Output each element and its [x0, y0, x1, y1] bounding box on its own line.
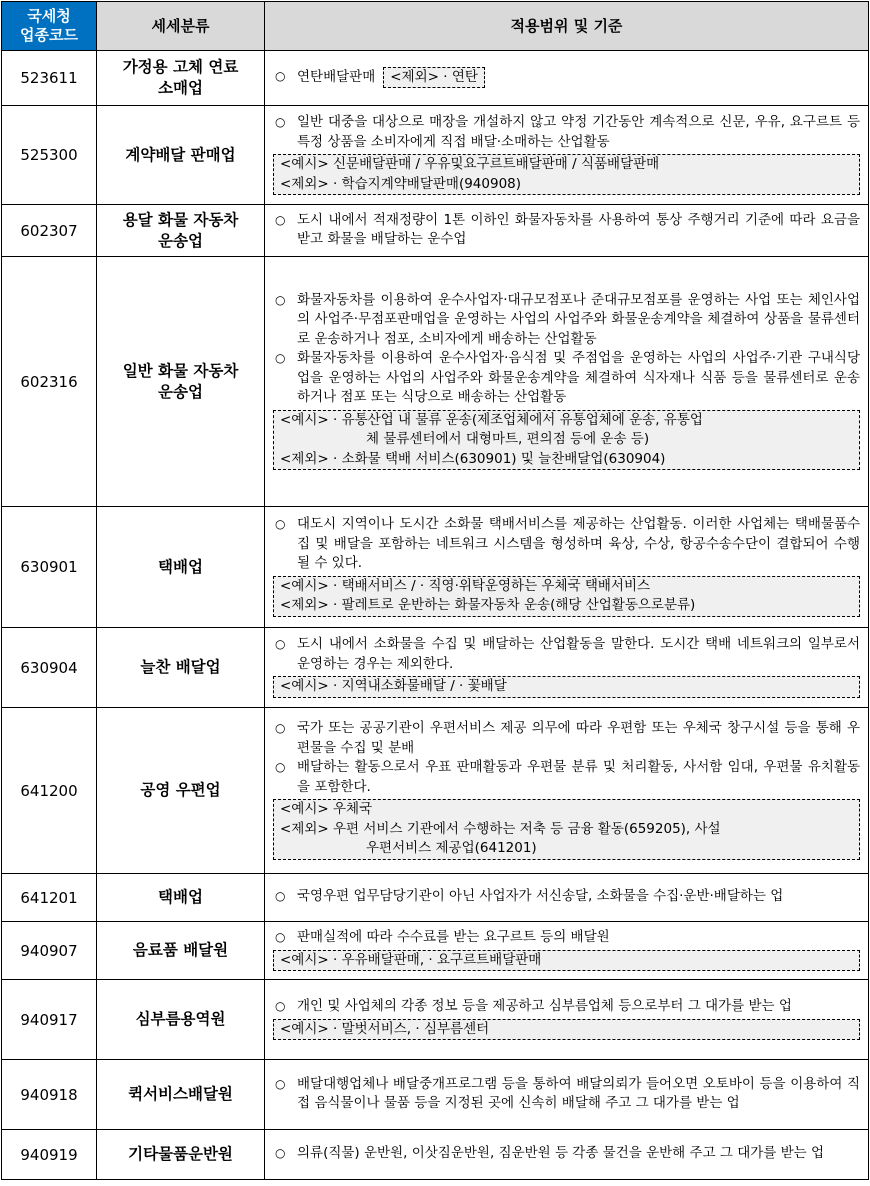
table-row [2, 922, 869, 980]
example-box: <예시> · 말벗서비스, · 심부름센터 [273, 1019, 860, 1041]
row-name: 늘찬 배달업 [97, 628, 265, 708]
row-name: 심부름용역원 [97, 980, 265, 1060]
row-code: 602316 [2, 257, 97, 507]
table-row [2, 628, 869, 708]
table-row [2, 1130, 869, 1180]
row-name: 용달 화물 자동차 운송업 [97, 205, 265, 257]
row-code: 523611 [2, 51, 97, 106]
classification-table [1, 1, 869, 1180]
table-row [2, 205, 869, 257]
row-description: ○ 연탄배달판매 <제외> · 연탄 [265, 51, 869, 106]
table-row [2, 257, 869, 507]
row-description: ○ 화물자동차를 이용하여 운수사업자·대규모점포나 준대규모점포를 운영하는 사업 또는 체인사업의 사업주·무점포판매업을 운영하는 사업의 사업주와 화물운송계약을 체결하여 상품을 물류센터로 운송하거나 점포, 소비자에게 배송하는 산업활동 ○ 화물자동차를 이용하여 운수사업자·음식점 및 주점업을 운영하는 사업의 사업주·기관 구내식당업을 운영하는 사업의 사업주와 화물운송계약을 체결하여 식자재나 식품 등을 물류센터로 운송하거나 점포 또는 식당으로 배송하는 산업활동 <예시> · 유통산업 내 물류 운송(제조업체에서 유통업체에 운송, 유통업 체 물류센터에서 대형마트, 편의점 등에 운송 등) <제외> · 소화물 택배 서비스(630901) 및 늘찬배달업(630904) [265, 257, 869, 507]
row-name: 택배업 [97, 507, 265, 628]
example-box: <예시> · 지역내소화물배달 / · 꽃배달 [273, 676, 860, 698]
row-description: ○ 일반 대중을 대상으로 매장을 개설하지 않고 약정 기간동안 계속적으로 신문, 우유, 요구르트 등 특정 상품을 소비자에게 직접 배달·소매하는 산업활동 <예시> 신문배달판매 / 우유및요구르트배달판매 / 식품배달판매 <제외> · 학습지계약배달판매(940908) [265, 106, 869, 205]
example-box: <예시> · 우유배달판매, · 요구르트배달판매 [273, 950, 860, 972]
header-scope: 적용범위 및 기준 [265, 2, 869, 51]
row-code: 641201 [2, 874, 97, 922]
row-code: 602307 [2, 205, 97, 257]
table-row [2, 874, 869, 922]
table-row [2, 980, 869, 1060]
row-name: 택배업 [97, 874, 265, 922]
table-row [2, 51, 869, 106]
row-name: 퀵서비스배달원 [97, 1060, 265, 1130]
row-description: ○ 국영우편 업무담당기관이 아닌 사업자가 서신송달, 소화물을 수집·운반·배달하는 업 [265, 874, 869, 922]
row-name: 계약배달 판매업 [97, 106, 265, 205]
row-code: 940918 [2, 1060, 97, 1130]
row-description: ○ 도시 내에서 적재정량이 1톤 이하인 화물자동차를 사용하여 통상 주행거리 기준에 따라 요금을 받고 화물을 배달하는 운수업 [265, 205, 869, 257]
table-row [2, 507, 869, 628]
row-code: 630904 [2, 628, 97, 708]
row-description: ○ 개인 및 사업체의 각종 정보 등을 제공하고 심부름업체 등으로부터 그 대가를 받는 업 <예시> · 말벗서비스, · 심부름센터 [265, 980, 869, 1060]
row-name: 가정용 고체 연료 소매업 [97, 51, 265, 106]
example-box: <예시> · 유통산업 내 물류 운송(제조업체에서 유통업체에 운송, 유통업 체 물류센터에서 대형마트, 편의점 등에 운송 등) <제외> · 소화물 택배 서비스(630901) 및 늘찬배달업(630904) [273, 410, 860, 471]
header-code: 국세청 업종코드 [2, 2, 97, 51]
row-description: ○ 도시 내에서 소화물을 수집 및 배달하는 산업활동을 말한다. 도시간 택배 네트워크의 일부로서 운영하는 경우는 제외한다. <예시> · 지역내소화물배달 / · 꽃배달 [265, 628, 869, 708]
row-name: 일반 화물 자동차 운송업 [97, 257, 265, 507]
row-code: 641200 [2, 708, 97, 874]
row-code: 940907 [2, 922, 97, 980]
row-description: ○ 국가 또는 공공기관이 우편서비스 제공 의무에 따라 우편함 또는 우체국 창구시설 등을 통해 우편물을 수집 및 분배 ○ 배달하는 활동으로서 우표 판매활동과 우편물 분류 및 처리활동, 사서함 임대, 우편물 유치활동을 포함한다. <예시> 우체국 <제외> 우편 서비스 기관에서 수행하는 저축 등 금융 활동(659205), 사설 우편서비스 제공업(641201) [265, 708, 869, 874]
table-row [2, 708, 869, 874]
row-name: 음료품 배달원 [97, 922, 265, 980]
row-description: ○ 배달대행업체나 배달중개프로그램 등을 통하여 배달의뢰가 들어오면 오토바이 등을 이용하여 직접 음식물이나 물품 등을 지정된 곳에 신속히 배달해 주고 그 대가를 받는 업 [265, 1060, 869, 1130]
table-row [2, 1060, 869, 1130]
row-code: 940919 [2, 1130, 97, 1180]
row-code: 940917 [2, 980, 97, 1060]
row-name: 공영 우편업 [97, 708, 265, 874]
row-description: ○ 의류(직물) 운반원, 이삿짐운반원, 짐운반원 등 각종 물건을 운반해 주고 그 대가를 받는 업 [265, 1130, 869, 1180]
row-description: ○ 대도시 지역이나 도시간 소화물 택배서비스를 제공하는 산업활동. 이러한 사업체는 택배물품수집 및 배달을 포함하는 네트워크 시스템을 형성하며 육상, 수상, 항공수송수단이 결합되어 수행될 수 있다. <예시> · 택배서비스 / · 직영·위탁운영하는 우체국 택배서비스 <제외> · 팔레트로 운반하는 화물자동차 운송(해당 산업활동으로분류) [265, 507, 869, 628]
header-category: 세세분류 [97, 2, 265, 51]
row-code: 630901 [2, 507, 97, 628]
example-box: <예시> · 택배서비스 / · 직영·위탁운영하는 우체국 택배서비스 <제외> · 팔레트로 운반하는 화물자동차 운송(해당 산업활동으로분류) [273, 576, 860, 617]
example-box: <예시> 신문배달판매 / 우유및요구르트배달판매 / 식품배달판매 <제외> · 학습지계약배달판매(940908) [273, 154, 860, 195]
table-row [2, 106, 869, 205]
exclusion-box: <제외> · 연탄 [383, 67, 485, 89]
row-description: ○ 판매실적에 따라 수수료를 받는 요구르트 등의 배달원 <예시> · 우유배달판매, · 요구르트배달판매 [265, 922, 869, 980]
example-box: <예시> 우체국 <제외> 우편 서비스 기관에서 수행하는 저축 등 금융 활동(659205), 사설 우편서비스 제공업(641201) [273, 799, 860, 860]
row-code: 525300 [2, 106, 97, 205]
row-name: 기타물품운반원 [97, 1130, 265, 1180]
